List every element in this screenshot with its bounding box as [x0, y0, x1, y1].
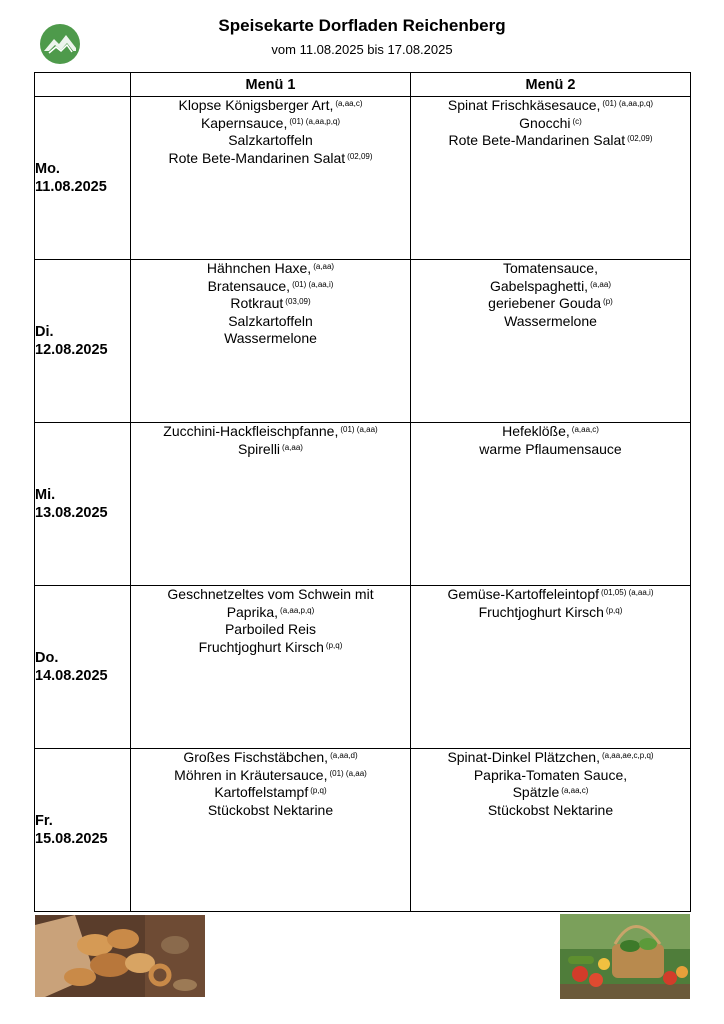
dish-line [411, 313, 690, 331]
dish-name: Gemüse-Kartoffeleintopf [447, 586, 600, 602]
menu2-cell [411, 97, 691, 260]
day-cell [35, 586, 131, 749]
table-row [35, 97, 691, 260]
dish-line [131, 295, 410, 313]
dish-line [131, 313, 410, 331]
dish-line [131, 749, 410, 767]
menu2-cell [411, 749, 691, 912]
allergen-codes: (03,09) [285, 297, 311, 306]
dish-line [411, 767, 690, 785]
dish-line [411, 802, 690, 820]
day-name: Do. [35, 650, 59, 666]
dish-name: Stückobst Nektarine [487, 801, 614, 818]
table-row [35, 749, 691, 912]
allergen-codes: (01) (a,aa,p,q) [602, 99, 654, 108]
dish-line [131, 767, 410, 785]
table-row [35, 423, 691, 586]
day-name: Di. [35, 324, 54, 340]
dish-line [131, 132, 410, 150]
day-date: 14.08.2025 [35, 668, 108, 684]
dish-name: Kapernsauce, [200, 114, 288, 131]
menu1-cell [131, 586, 411, 749]
bread-image [35, 915, 205, 997]
menu1-cell [131, 423, 411, 586]
dish-name: Kartoffelstampf [214, 784, 309, 800]
dish-name: Bratensauce, [207, 277, 291, 294]
allergen-codes: (01,05) (a,aa,i) [601, 588, 654, 597]
table-row [35, 586, 691, 749]
allergen-codes: (01) (a,aa) [329, 768, 367, 778]
table-row [35, 260, 691, 423]
allergen-codes: (p) [603, 297, 613, 306]
allergen-codes: (c) [572, 116, 582, 126]
day-date: 12.08.2025 [35, 342, 108, 358]
dish-line [131, 604, 410, 622]
dish-line [131, 802, 410, 820]
menu2-cell [411, 423, 691, 586]
dish-line [131, 441, 410, 459]
allergen-codes: (02,09) [347, 151, 373, 161]
dish-name: Gnocchi [519, 114, 571, 131]
dish-line [411, 423, 690, 441]
menu2-header: Menü 2 [411, 73, 691, 97]
dish-line [411, 115, 690, 133]
dish-line [131, 150, 410, 168]
menu2-cell [411, 260, 691, 423]
day-name: Mo. [35, 161, 60, 177]
dish-line [411, 295, 690, 313]
dish-line [411, 278, 690, 296]
dish-name: Fruchtjoghurt Kirsch [478, 603, 604, 620]
allergen-codes: (a,aa) [590, 279, 611, 289]
allergen-codes: (01) (a,aa,p,q) [289, 116, 341, 126]
dish-name: Spinat-Dinkel Plätzchen, [447, 749, 600, 765]
dish-line [411, 132, 690, 150]
dish-name: Tomatensauce, [503, 260, 598, 276]
dish-line [131, 621, 410, 639]
date-range: vom 11.08.2025 bis 17.08.2025 [271, 42, 453, 57]
allergen-codes: (a,aa,c) [561, 786, 589, 795]
dish-name: Geschnetzeltes vom Schwein mit [167, 586, 374, 602]
page-title: Speisekarte Dorfladen Reichenberg [218, 16, 506, 35]
day-name: Fr. [35, 813, 53, 829]
dish-line [131, 639, 410, 657]
day-cell [35, 749, 131, 912]
allergen-codes: (a,aa,c) [571, 425, 599, 434]
allergen-codes: (p,q) [325, 640, 343, 650]
dish-line [411, 784, 690, 802]
dish-name: Rote Bete-Mandarinen Salat [448, 132, 626, 148]
dish-name: Stückobst Nektarine [207, 801, 334, 818]
allergen-codes: (a,aa,c) [335, 99, 363, 108]
dish-line [411, 749, 690, 767]
day-date: 13.08.2025 [35, 505, 108, 521]
dish-name: Paprika-Tomaten Sauce, [473, 766, 628, 783]
day-date: 11.08.2025 [35, 179, 107, 195]
dish-name: warme Pflaumensauce [479, 440, 622, 457]
dish-name: Spinat Frischkäsesauce, [447, 97, 601, 113]
dish-name: Spirelli [238, 440, 281, 457]
dish-name: Klopse Königsberger Art, [178, 97, 334, 113]
dish-line [131, 784, 410, 802]
dish-name: Fruchtjoghurt Kirsch [198, 638, 324, 655]
dish-line [411, 586, 690, 604]
allergen-codes: (a,aa,ae,c,p,q) [601, 751, 654, 760]
dish-line [411, 604, 690, 622]
dish-line [131, 278, 410, 296]
dish-name: Salzkartoffeln [228, 132, 313, 148]
allergen-codes: (02,09) [627, 134, 653, 143]
allergen-codes: (a,aa) [313, 262, 335, 271]
dish-line [131, 586, 410, 604]
dish-line [411, 441, 690, 459]
allergen-codes: (p,q) [310, 786, 327, 795]
allergen-codes: (p,q) [605, 605, 623, 615]
dish-line [131, 260, 410, 278]
dish-name: Parboiled Reis [224, 621, 317, 637]
allergen-codes: (01) (a,aa,i) [292, 279, 334, 289]
table-header-row [35, 73, 691, 97]
dish-name: Wassermelone [504, 312, 597, 329]
menu1-header: Menü 1 [131, 73, 411, 97]
dish-name: Spätzle [512, 784, 560, 800]
day-cell [35, 97, 131, 260]
allergen-codes: (a,aa) [282, 442, 303, 452]
dish-name: Wassermelone [224, 330, 317, 346]
dish-name: Paprika, [226, 603, 279, 620]
dish-line [411, 97, 690, 115]
dish-name: Möhren in Kräutersauce, [174, 766, 328, 783]
dish-name: Hefeklöße, [502, 423, 570, 439]
dish-line [131, 115, 410, 133]
dish-name: Großes Fischstäbchen, [183, 749, 329, 765]
dish-line [411, 260, 690, 278]
dish-name: Zucchini-Hackfleischpfanne, [163, 423, 339, 439]
corner-cell [35, 73, 131, 97]
dish-name: Hähnchen Haxe, [206, 260, 312, 276]
dish-line [131, 97, 410, 115]
vegetables-image [560, 914, 690, 999]
menu1-cell [131, 260, 411, 423]
dish-name: Salzkartoffeln [228, 312, 313, 329]
dish-name: Rotkraut [230, 295, 284, 311]
menu1-cell [131, 749, 411, 912]
allergen-codes: (01) (a,aa) [340, 425, 378, 434]
dish-line [131, 330, 410, 348]
menu-table [34, 72, 691, 912]
menu1-cell [131, 97, 411, 260]
dish-name: geriebener Gouda [488, 295, 602, 311]
day-name: Mi. [35, 487, 56, 503]
dish-name: Rote Bete-Mandarinen Salat [168, 149, 346, 166]
day-cell [35, 260, 131, 423]
day-date: 15.08.2025 [35, 831, 108, 847]
dish-line [131, 423, 410, 441]
menu2-cell [411, 586, 691, 749]
allergen-codes: (a,aa,p,q) [280, 605, 315, 615]
day-cell [35, 423, 131, 586]
allergen-codes: (a,aa,d) [330, 751, 358, 760]
dish-name: Gabelspaghetti, [490, 277, 589, 294]
